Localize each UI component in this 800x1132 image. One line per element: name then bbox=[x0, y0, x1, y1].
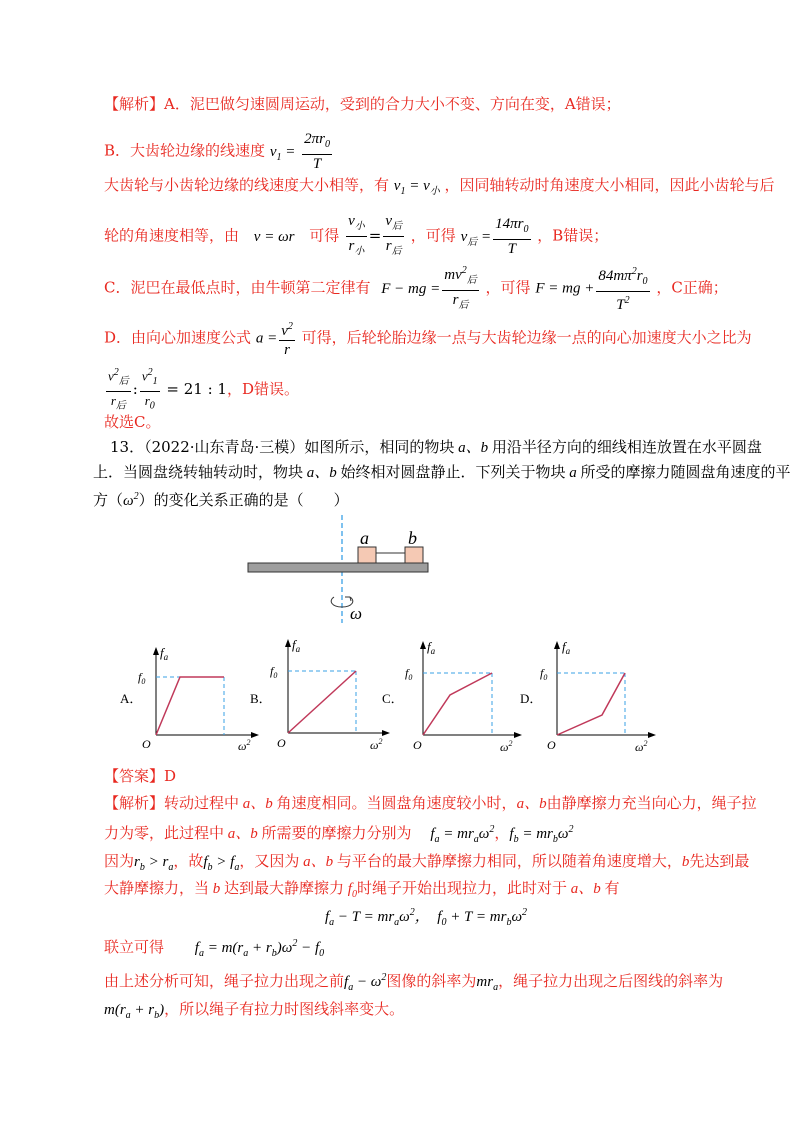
analysis-p3e: 先达到最 bbox=[689, 852, 750, 870]
analysis-p7: 由上述分析可知，绳子拉力出现之前$f_a - \omega^2$图像的斜率为$mr_a$，绳子拉力出现之后图线的斜率为 bbox=[104, 972, 724, 993]
q13-stem2: 上．当圆盘绕转轴转动时，物块 bbox=[93, 463, 304, 481]
svg-text:O: O bbox=[547, 738, 556, 752]
q12-b2a: 大齿轮与小齿轮边缘的线速度大小相等，有 bbox=[104, 176, 390, 194]
q12-option-d: D．由向心加速度公式 a = $\frac{v^2}{r}$ 可得，后轮轮胎边缘一点与大齿轮边缘一点的向心加速度大小之比为 bbox=[104, 318, 752, 359]
disc-diagram bbox=[240, 515, 440, 625]
analysis-p8: $m(r_a + r_b)$，所以绳子有拉力时图线斜率变大。 bbox=[104, 1000, 405, 1021]
q12-d-ratio: $v^2_后$ $r_后$ : $\frac{v^2_1}{r_0}$ = 21 : 1，D错误。 bbox=[104, 364, 299, 416]
svg-text:ω2: $\omega^2$ bbox=[238, 738, 251, 753]
analysis-p3c: ，又因为 bbox=[239, 852, 300, 870]
q13-stem1b: 用沿半径方向的细线相连放置在水平圆盘 bbox=[491, 438, 762, 456]
q12-option-a bbox=[104, 94, 621, 114]
svg-text:fa: $f_a$ bbox=[292, 637, 301, 654]
analysis-equations: $f_a - T = mr_a\omega^2$， $f_0 + T = mr_b\omega^2$ bbox=[325, 907, 528, 928]
analysis-p7c: ，绳子拉力出现之后图线的斜率为 bbox=[498, 972, 724, 990]
q13-stem-line3: 方$(\omega^2)$的变化关系正确的是（ ） bbox=[93, 491, 349, 509]
analysis-p2: 力为零，此过程中 a、b 所需要的摩擦力分别为 $f_a = mr_a\omega^2$，$f_b = mr_b\omega^2$ bbox=[104, 824, 574, 845]
analysis-p1c: 由静摩擦力充当向心力，绳子拉 bbox=[546, 794, 757, 812]
analysis-p2a: 力为零，此过程中 bbox=[104, 824, 225, 842]
analysis-p4b: 达到最大静摩擦力 bbox=[224, 879, 345, 897]
q12-d-text: D．由向心加速度公式 bbox=[104, 328, 252, 347]
q13-stem-line1: 13．（2022·山东青岛·三模）如图所示，相同的物块 a、b 用沿半径方向的细线相连放置在水平圆盘 bbox=[110, 438, 762, 456]
analysis-p7b: 图像的斜率为 bbox=[386, 972, 477, 990]
q13-number: 13． bbox=[110, 438, 145, 456]
disc bbox=[248, 563, 428, 572]
svg-text:ω2: $\omega^2$ bbox=[635, 739, 648, 754]
svg-text:fa: $f_a$ bbox=[562, 639, 571, 656]
label-a: a bbox=[360, 528, 369, 548]
q12-c-text: C．泥巴在最低点时，由牛顿第二定律有 bbox=[104, 278, 371, 297]
q12-option-b: B．大齿轮边缘的线速度 $v_1$ = $\frac{2\pi r_0}{T}$ bbox=[104, 131, 330, 172]
graph-b bbox=[250, 637, 390, 752]
block-b bbox=[405, 547, 423, 563]
q13-stem-line2: 上．当圆盘绕转轴转动时，物块 a、b 始终相对圆盘静止．下列关于物块 a 所受的摩擦力随圆盘角速度的平 bbox=[93, 463, 791, 481]
svg-text:O: O bbox=[413, 738, 422, 752]
q13-stem3: 方（ bbox=[93, 491, 124, 509]
jiexi-tag: 【解析】 bbox=[104, 95, 165, 113]
analysis-p7a: 由上述分析可知，绳子拉力出现之前 bbox=[104, 972, 345, 990]
analysis-p3b: ，故 bbox=[173, 852, 204, 870]
svg-text:f0: $f_0$ bbox=[540, 666, 548, 682]
graph-a bbox=[120, 645, 259, 753]
option-c-label: C． bbox=[382, 691, 404, 706]
svg-text:fa: $f_a$ bbox=[160, 645, 169, 662]
q12-d-end: ，D错误。 bbox=[226, 379, 299, 398]
q12-a-text: A．泥巴做匀速圆周运动，受到的合力大小不变、方向在变，A错误； bbox=[164, 95, 621, 113]
svg-text:ω2: $\omega^2$ bbox=[370, 737, 383, 752]
graph-c bbox=[382, 639, 522, 754]
q12-b2b: ，因同轴转动时角速度大小相同，因此小齿轮与后 bbox=[444, 176, 775, 194]
svg-text:O: O bbox=[142, 737, 151, 751]
q12-b-line3: 轮的角速度相等，由 v = ωr 可得 $v_小$ $r_小$ = $v_后$ $r_后$ ，可得 $v_后$ = $\frac{14\pi r_0}{T}$ ，B错误； bbox=[104, 213, 609, 257]
analysis-p8a: ，所以绳子有拉力时图线斜率变大。 bbox=[164, 1000, 405, 1018]
svg-text:O: O bbox=[277, 736, 286, 750]
q12-option-c: C．泥巴在最低点时，由牛顿第二定律有 F − mg = $mv^2_后$ $r_后$ ，可得 F = mg + $\frac{84m\pi^2r_0}{T^2}$ ，C正确； bbox=[104, 262, 728, 315]
block-a bbox=[358, 547, 376, 563]
analysis-p4c: 时绳子开始出现拉力，此时对于 bbox=[356, 879, 567, 897]
answer-tag: 【答案】 bbox=[104, 767, 165, 785]
answer-line bbox=[104, 766, 176, 786]
analysis-p3a: 因为 bbox=[104, 852, 135, 870]
option-d-label: D． bbox=[520, 691, 543, 706]
q12-conclusion: 故选C。 bbox=[104, 413, 161, 431]
analysis-p1b: 角速度相同。当圆盘角速度较小时， bbox=[276, 794, 517, 812]
q13-stem2b: 始终相对圆盘静止．下列关于物块 bbox=[340, 463, 566, 481]
svg-text:f0: $f_0$ bbox=[138, 670, 146, 686]
analysis-p3d: 与平台的最大静摩擦力相同，所以随着角速度增大， bbox=[336, 852, 682, 870]
option-b-label: B． bbox=[250, 691, 272, 706]
label-b: b bbox=[408, 528, 417, 548]
graph-d bbox=[520, 639, 656, 754]
analysis-p3: 因为$r_b > r_a$，故$f_b > f_a$，又因为 a、b 与平台的最大静摩擦力相同，所以随着角速度增大，b先达到最 bbox=[104, 852, 750, 873]
q12-b-text: B．大齿轮边缘的线速度 bbox=[104, 141, 266, 160]
svg-text:f0: $f_0$ bbox=[270, 664, 278, 680]
omega-label: ω bbox=[350, 604, 363, 623]
q12-c-mid: ，可得 bbox=[485, 278, 531, 297]
analysis-p1: 【解析】转动过程中 a、b 角速度相同。当圆盘角速度较小时，a、b由静摩擦力充当向心力，绳子拉 bbox=[104, 794, 757, 812]
q12-b3c: ，可得 bbox=[410, 226, 456, 245]
svg-text:fa: $f_a$ bbox=[427, 639, 436, 656]
q13-stem3b: ）的变化关系正确的是（ ） bbox=[138, 491, 349, 509]
q13-stem2c: 所受的摩擦力随圆盘角速度的平 bbox=[580, 463, 791, 481]
analysis-p4: 大静摩擦力，当 b 达到最大静摩擦力 $f_0$时绳子开始出现拉力，此时对于 a、b 有 bbox=[104, 879, 620, 900]
ratio-value: = 21 : 1 bbox=[166, 379, 227, 398]
q12-b3b: 可得 bbox=[309, 226, 340, 245]
q12-c-end: ，C正确； bbox=[656, 278, 728, 297]
q12-d-text2: 可得，后轮轮胎边缘一点与大齿轮边缘一点的向心加速度大小之比为 bbox=[301, 328, 752, 347]
formula-2pir0-T: $\frac{2\pi r_0}{T}$ bbox=[304, 131, 330, 172]
analysis-p6: 联立可得 $f_a = m(r_a + r_b)\omega^2 - f_0$ bbox=[104, 938, 325, 959]
svg-text:ω2: $\omega^2$ bbox=[500, 739, 513, 754]
q12-b3d: ，B错误； bbox=[537, 226, 609, 245]
q13-stem1: 如图所示，相同的物块 bbox=[304, 438, 455, 456]
option-a-label: A． bbox=[120, 691, 143, 706]
analysis-p6a: 联立可得 bbox=[104, 938, 165, 956]
analysis-p4d: 有 bbox=[604, 879, 620, 897]
svg-text:f0: $f_0$ bbox=[405, 666, 413, 682]
analysis-tag: 【解析】 bbox=[104, 794, 165, 812]
q12-b3a: 轮的角速度相等，由 bbox=[104, 226, 240, 245]
q13-source: （2022·山东青岛·三模） bbox=[144, 438, 305, 456]
options-graphs bbox=[120, 635, 680, 755]
analysis-p1a: 转动过程中 bbox=[164, 794, 240, 812]
q12-b-line2: 大齿轮与小齿轮边缘的线速度大小相等，有 $v_1 = v_小$ ，因同轴转动时角速度大小相同，因此小齿轮与后 bbox=[104, 176, 775, 197]
analysis-p4a: 大静摩擦力，当 bbox=[104, 879, 210, 897]
answer-value: D bbox=[164, 767, 177, 785]
analysis-p2b: 所需要的摩擦力分别为 bbox=[261, 824, 412, 842]
